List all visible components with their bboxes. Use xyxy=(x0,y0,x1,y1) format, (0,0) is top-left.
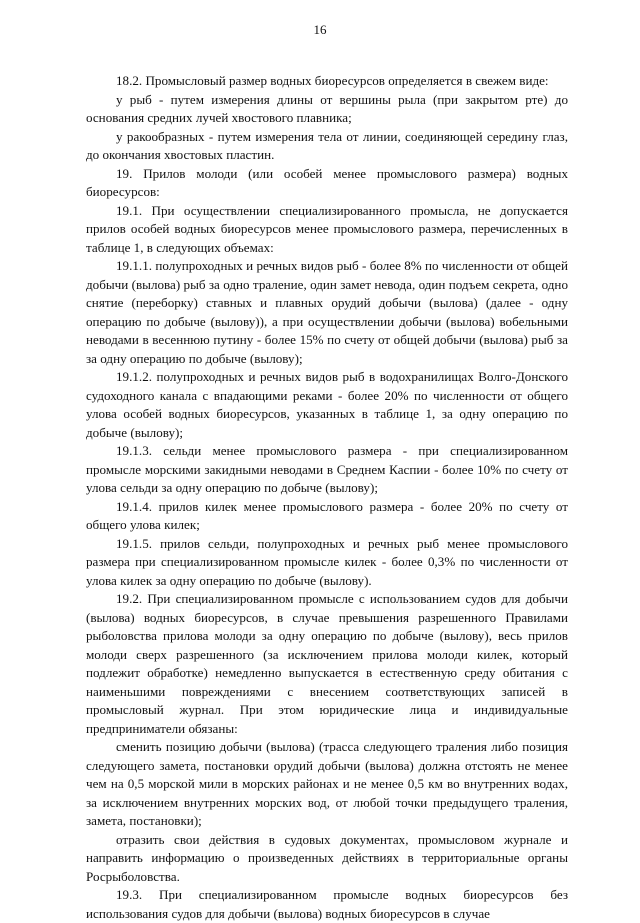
paragraph-18-2: 18.2. Промысловый размер водных биоресурсов определяется в свежем виде: xyxy=(116,73,549,88)
paragraph-record-actions: отразить свои действия в судовых документах, промысловом журнале и направить информацию о произведенных действиях в территориальные органы Росрыболовства. xyxy=(86,831,568,884)
paragraph-19-1-5: 19.1.5. прилов сельди, полупроходных и речных рыб менее промыслового размера при специализированном промысле килек - более 0,3% по численности от улова килек за одну операцию по добыче (вылову). xyxy=(86,535,568,588)
paragraph-19-1-2: 19.1.2. полупроходных и речных видов рыб в водохранилищах Волго-Донского судоходного канала с впадающими реками - более 20% по численности от общего улова особей водных биоресурсов, указанных в таблице 1, за одну операцию по добыче (вылову); xyxy=(86,369,568,440)
paragraph-19-1: 19.1. При осуществлении специализированного промысла, не допускается прилов особей водных биоресурсов менее промыслового размера, перечисленных в таблице 1, в следующих объемах: xyxy=(86,202,568,255)
paragraph-19-1-1: 19.1.1. полупроходных и речных видов рыб - более 8% по численности от общей добычи (вылова) рыб за одно траление, один замет невода, один подъем секрета, одно снятие (переборку) ставных и плавных орудий добычи (вылова) (далее - одну операцию по добыче (вылову)), а при осуществлении добычи (вылова) вобельными неводами в весеннюю путину - более 15% по счету от общей добычи (вылова) рыб за за одну операцию по добыче (вылову); xyxy=(86,258,568,366)
paragraph-19: 19. Прилов молоди (или особей менее промыслового размера) водных биоресурсов: xyxy=(86,165,568,199)
paragraph-19-1-3: 19.1.3. сельди менее промыслового размера - при специализированном промысле морскими закидными неводами в Среднем Каспии - более 10% по счету от улова сельди за одну операцию по добыче (вылову); xyxy=(86,443,568,495)
paragraph-19-1-4: 19.1.4. прилов килек менее промыслового размера - более 20% по счету от общего улова килек; xyxy=(86,498,568,532)
paragraph-change-position: сменить позицию добычи (вылова) (трасса следующего траления либо позиция следующего замета, постановки орудий добычи (вылова) должна отстоять не менее чем на 0,5 морской мили в морских районах и не менее 0,5 км во внутренних водах, за исключением внутренних морских вод, от любой точки предыдущего траления, замета, постановки); xyxy=(86,739,568,828)
paragraph-fish-measure: у рыб - путем измерения длины от вершины рыла (при закрытом рте) до основания средних лучей хвостового плавника; xyxy=(86,91,568,125)
document-body xyxy=(86,72,568,923)
page-number: 16 xyxy=(313,22,327,37)
paragraph-crustacean-measure: у ракообразных - путем измерения тела от линии, соединяющей середину глаз, до окончания хвостовых пластин. xyxy=(86,128,568,162)
paragraph-19-3: 19.3. При специализированном промысле водных биоресурсов без использования судов для добычи (вылова) водных биоресурсов в случае xyxy=(86,887,568,921)
paragraph-19-2: 19.2. При специализированном промысле с использованием судов для добычи (вылова) водных биоресурсов, в случае превышения разрешенного Правилами рыболовства прилова молоди за одну операцию по добыче (вылову), весь прилов молоди сверх разрешенного (за исключением прилова молоди килек, который подлежит обработке) немедленно выпускается в естественную среду обитания с наименьшими повреждениями с внесением соответствующих записей в промысловый журнал. При этом юридические лица и индивидуальные предприниматели обязаны: xyxy=(86,591,568,736)
